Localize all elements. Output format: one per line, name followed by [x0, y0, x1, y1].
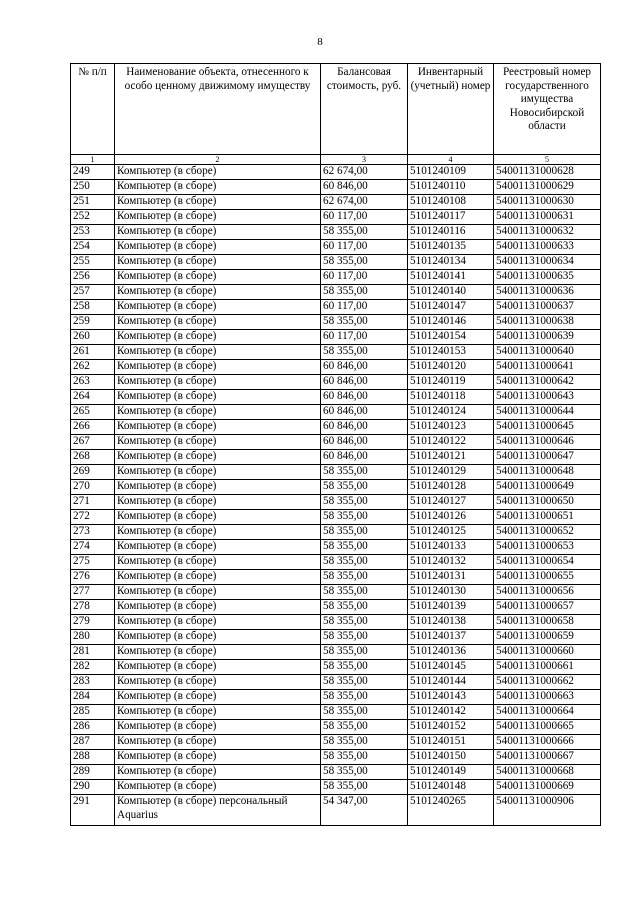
row-number-cell: 267: [71, 435, 115, 450]
registry-number-cell: 54001131000651: [494, 510, 601, 525]
table-row: [71, 360, 601, 375]
object-name-cell: Компьютер (в сборе): [115, 285, 321, 300]
row-number-cell: 290: [71, 780, 115, 795]
table-row: [71, 285, 601, 300]
balance-cost-cell: 58 355,00: [321, 660, 408, 675]
balance-cost-cell: 58 355,00: [321, 255, 408, 270]
object-name-cell: Компьютер (в сборе): [115, 510, 321, 525]
inventory-number-cell: 5101240121: [408, 450, 494, 465]
table-row: [71, 615, 601, 630]
registry-number-cell: 54001131000652: [494, 525, 601, 540]
inventory-number-cell: 5101240147: [408, 300, 494, 315]
header-inventory-number: Инвентарный (учетный) номер: [408, 64, 494, 155]
inventory-number-cell: 5101240143: [408, 690, 494, 705]
row-number-cell: 282: [71, 660, 115, 675]
inventory-number-cell: 5101240123: [408, 420, 494, 435]
balance-cost-cell: 60 846,00: [321, 435, 408, 450]
table-row: [71, 210, 601, 225]
inventory-number-cell: 5101240141: [408, 270, 494, 285]
table-row: [71, 600, 601, 615]
registry-number-cell: 54001131000638: [494, 315, 601, 330]
balance-cost-cell: 62 674,00: [321, 195, 408, 210]
object-name-cell: Компьютер (в сборе): [115, 645, 321, 660]
row-number-cell: 286: [71, 720, 115, 735]
balance-cost-cell: 60 846,00: [321, 405, 408, 420]
registry-number-cell: 54001131000662: [494, 675, 601, 690]
balance-cost-cell: 58 355,00: [321, 705, 408, 720]
registry-number-cell: 54001131000632: [494, 225, 601, 240]
registry-number-cell: 54001131000906: [494, 795, 601, 826]
column-number: 4: [408, 155, 494, 165]
object-name-cell: Компьютер (в сборе): [115, 765, 321, 780]
balance-cost-cell: 58 355,00: [321, 315, 408, 330]
table-row: [71, 570, 601, 585]
balance-cost-cell: 60 117,00: [321, 210, 408, 225]
object-name-cell: Компьютер (в сборе): [115, 495, 321, 510]
registry-number-cell: 54001131000644: [494, 405, 601, 420]
row-number-cell: 252: [71, 210, 115, 225]
table-row: [71, 195, 601, 210]
inventory-number-cell: 5101240124: [408, 405, 494, 420]
inventory-number-cell: 5101240125: [408, 525, 494, 540]
inventory-number-cell: 5101240154: [408, 330, 494, 345]
object-name-cell: Компьютер (в сборе): [115, 555, 321, 570]
inventory-number-cell: 5101240153: [408, 345, 494, 360]
header-object-name: Наименование объекта, отнесенного к особо ценному движимому имуществу: [115, 64, 321, 155]
table-row: [71, 540, 601, 555]
inventory-number-cell: 5101240140: [408, 285, 494, 300]
table-row: [71, 705, 601, 720]
registry-number-cell: 54001131000669: [494, 780, 601, 795]
object-name-cell: Компьютер (в сборе): [115, 375, 321, 390]
inventory-number-cell: 5101240138: [408, 615, 494, 630]
inventory-number-cell: 5101240152: [408, 720, 494, 735]
balance-cost-cell: 58 355,00: [321, 555, 408, 570]
table-row: [71, 510, 601, 525]
inventory-number-cell: 5101240108: [408, 195, 494, 210]
registry-number-cell: 54001131000664: [494, 705, 601, 720]
registry-number-cell: 54001131000659: [494, 630, 601, 645]
registry-number-cell: 54001131000656: [494, 585, 601, 600]
inventory-number-cell: 5101240135: [408, 240, 494, 255]
registry-number-cell: 54001131000654: [494, 555, 601, 570]
table-row: [71, 465, 601, 480]
inventory-number-cell: 5101240120: [408, 360, 494, 375]
registry-number-cell: 54001131000667: [494, 750, 601, 765]
row-number-cell: 285: [71, 705, 115, 720]
row-number-cell: 289: [71, 765, 115, 780]
inventory-number-cell: 5101240129: [408, 465, 494, 480]
balance-cost-cell: 62 674,00: [321, 165, 408, 180]
inventory-number-cell: 5101240142: [408, 705, 494, 720]
row-number-cell: 249: [71, 165, 115, 180]
object-name-cell: Компьютер (в сборе): [115, 270, 321, 285]
registry-number-cell: 54001131000663: [494, 690, 601, 705]
object-name-cell: Компьютер (в сборе): [115, 735, 321, 750]
object-name-cell: Компьютер (в сборе): [115, 195, 321, 210]
object-name-cell: Компьютер (в сборе): [115, 360, 321, 375]
object-name-cell: Компьютер (в сборе): [115, 600, 321, 615]
object-name-cell: Компьютер (в сборе): [115, 180, 321, 195]
balance-cost-cell: 58 355,00: [321, 645, 408, 660]
table-row: [71, 420, 601, 435]
object-name-cell: Компьютер (в сборе): [115, 300, 321, 315]
column-number: 1: [71, 155, 115, 165]
balance-cost-cell: 60 117,00: [321, 240, 408, 255]
registry-number-cell: 54001131000668: [494, 765, 601, 780]
object-name-cell: Компьютер (в сборе): [115, 585, 321, 600]
row-number-cell: 256: [71, 270, 115, 285]
object-name-cell: Компьютер (в сборе): [115, 720, 321, 735]
table-row: [71, 300, 601, 315]
table-row: [71, 330, 601, 345]
balance-cost-cell: 60 846,00: [321, 180, 408, 195]
property-registry-table: [70, 63, 601, 826]
balance-cost-cell: 58 355,00: [321, 765, 408, 780]
balance-cost-cell: 58 355,00: [321, 495, 408, 510]
registry-number-cell: 54001131000660: [494, 645, 601, 660]
row-number-cell: 255: [71, 255, 115, 270]
row-number-cell: 284: [71, 690, 115, 705]
table-row: [71, 555, 601, 570]
table-row: [71, 240, 601, 255]
balance-cost-cell: 58 355,00: [321, 285, 408, 300]
object-name-cell: Компьютер (в сборе): [115, 690, 321, 705]
balance-cost-cell: 58 355,00: [321, 780, 408, 795]
row-number-cell: 291: [71, 795, 115, 826]
object-name-cell: Компьютер (в сборе): [115, 615, 321, 630]
balance-cost-cell: 58 355,00: [321, 510, 408, 525]
table-row: [71, 495, 601, 510]
balance-cost-cell: 60 846,00: [321, 450, 408, 465]
inventory-number-cell: 5101240127: [408, 495, 494, 510]
object-name-cell: Компьютер (в сборе): [115, 315, 321, 330]
column-number-row: [71, 155, 601, 165]
balance-cost-cell: 58 355,00: [321, 615, 408, 630]
table-row: [71, 480, 601, 495]
object-name-cell: Компьютер (в сборе): [115, 420, 321, 435]
row-number-cell: 257: [71, 285, 115, 300]
balance-cost-cell: 60 117,00: [321, 300, 408, 315]
inventory-number-cell: 5101240119: [408, 375, 494, 390]
table-row: [71, 270, 601, 285]
row-number-cell: 273: [71, 525, 115, 540]
balance-cost-cell: 58 355,00: [321, 480, 408, 495]
balance-cost-cell: 58 355,00: [321, 735, 408, 750]
registry-number-cell: 54001131000641: [494, 360, 601, 375]
balance-cost-cell: 58 355,00: [321, 750, 408, 765]
registry-number-cell: 54001131000640: [494, 345, 601, 360]
registry-number-cell: 54001131000666: [494, 735, 601, 750]
balance-cost-cell: 54 347,00: [321, 795, 408, 826]
table-row: [71, 735, 601, 750]
registry-number-cell: 54001131000646: [494, 435, 601, 450]
row-number-cell: 278: [71, 600, 115, 615]
table-row: [71, 720, 601, 735]
inventory-number-cell: 5101240130: [408, 585, 494, 600]
table-row: [71, 225, 601, 240]
inventory-number-cell: 5101240133: [408, 540, 494, 555]
balance-cost-cell: 58 355,00: [321, 345, 408, 360]
inventory-number-cell: 5101240137: [408, 630, 494, 645]
registry-number-cell: 54001131000634: [494, 255, 601, 270]
inventory-number-cell: 5101240146: [408, 315, 494, 330]
row-number-cell: 274: [71, 540, 115, 555]
inventory-number-cell: 5101240148: [408, 780, 494, 795]
registry-number-cell: 54001131000648: [494, 465, 601, 480]
registry-number-cell: 54001131000658: [494, 615, 601, 630]
object-name-cell: Компьютер (в сборе): [115, 255, 321, 270]
registry-number-cell: 54001131000657: [494, 600, 601, 615]
inventory-number-cell: 5101240109: [408, 165, 494, 180]
balance-cost-cell: 58 355,00: [321, 675, 408, 690]
row-number-cell: 265: [71, 405, 115, 420]
registry-number-cell: 54001131000655: [494, 570, 601, 585]
inventory-number-cell: 5101240128: [408, 480, 494, 495]
registry-number-cell: 54001131000643: [494, 390, 601, 405]
table-row: [71, 165, 601, 180]
row-number-cell: 269: [71, 465, 115, 480]
object-name-cell: Компьютер (в сборе): [115, 210, 321, 225]
balance-cost-cell: 58 355,00: [321, 465, 408, 480]
registry-number-cell: 54001131000653: [494, 540, 601, 555]
row-number-cell: 250: [71, 180, 115, 195]
inventory-number-cell: 5101240144: [408, 675, 494, 690]
row-number-cell: 266: [71, 420, 115, 435]
inventory-number-cell: 5101240118: [408, 390, 494, 405]
inventory-number-cell: 5101240139: [408, 600, 494, 615]
table-row: [71, 435, 601, 450]
registry-number-cell: 54001131000645: [494, 420, 601, 435]
table-row: [71, 795, 601, 826]
header-balance-cost: Балансовая стоимость, руб.: [321, 64, 408, 155]
registry-number-cell: 54001131000635: [494, 270, 601, 285]
inventory-number-cell: 5101240265: [408, 795, 494, 826]
balance-cost-cell: 60 117,00: [321, 330, 408, 345]
row-number-cell: 275: [71, 555, 115, 570]
inventory-number-cell: 5101240117: [408, 210, 494, 225]
table-row: [71, 750, 601, 765]
header-registry-number: Реестровый номер государственного имущества Новосибирской области: [494, 64, 601, 155]
object-name-cell: Компьютер (в сборе): [115, 465, 321, 480]
object-name-cell: Компьютер (в сборе): [115, 540, 321, 555]
object-name-cell: Компьютер (в сборе): [115, 390, 321, 405]
balance-cost-cell: 60 846,00: [321, 375, 408, 390]
row-number-cell: 253: [71, 225, 115, 240]
row-number-cell: 271: [71, 495, 115, 510]
registry-number-cell: 54001131000639: [494, 330, 601, 345]
balance-cost-cell: 60 846,00: [321, 390, 408, 405]
registry-number-cell: 54001131000649: [494, 480, 601, 495]
registry-number-cell: 54001131000647: [494, 450, 601, 465]
table-row: [71, 660, 601, 675]
object-name-cell: Компьютер (в сборе): [115, 570, 321, 585]
object-name-cell: Компьютер (в сборе): [115, 480, 321, 495]
column-number: 5: [494, 155, 601, 165]
object-name-cell: Компьютер (в сборе): [115, 240, 321, 255]
table-row: [71, 255, 601, 270]
page-number: 8: [317, 36, 323, 48]
balance-cost-cell: 58 355,00: [321, 225, 408, 240]
object-name-cell: Компьютер (в сборе): [115, 675, 321, 690]
object-name-cell: Компьютер (в сборе): [115, 750, 321, 765]
object-name-cell: Компьютер (в сборе): [115, 345, 321, 360]
row-number-cell: 268: [71, 450, 115, 465]
row-number-cell: 260: [71, 330, 115, 345]
object-name-cell: Компьютер (в сборе): [115, 660, 321, 675]
inventory-number-cell: 5101240151: [408, 735, 494, 750]
inventory-number-cell: 5101240145: [408, 660, 494, 675]
balance-cost-cell: 60 846,00: [321, 360, 408, 375]
header-row: [71, 64, 601, 155]
inventory-number-cell: 5101240131: [408, 570, 494, 585]
registry-number-cell: 54001131000636: [494, 285, 601, 300]
row-number-cell: 283: [71, 675, 115, 690]
registry-number-cell: 54001131000637: [494, 300, 601, 315]
row-number-cell: 280: [71, 630, 115, 645]
inventory-number-cell: 5101240149: [408, 765, 494, 780]
balance-cost-cell: 60 846,00: [321, 420, 408, 435]
table-row: [71, 525, 601, 540]
balance-cost-cell: 58 355,00: [321, 585, 408, 600]
row-number-cell: 281: [71, 645, 115, 660]
table-body: [71, 155, 601, 826]
registry-number-cell: 54001131000628: [494, 165, 601, 180]
balance-cost-cell: 58 355,00: [321, 720, 408, 735]
inventory-number-cell: 5101240116: [408, 225, 494, 240]
object-name-cell: Компьютер (в сборе): [115, 525, 321, 540]
inventory-number-cell: 5101240110: [408, 180, 494, 195]
row-number-cell: 258: [71, 300, 115, 315]
inventory-number-cell: 5101240126: [408, 510, 494, 525]
row-number-cell: 259: [71, 315, 115, 330]
registry-number-cell: 54001131000630: [494, 195, 601, 210]
table-row: [71, 690, 601, 705]
object-name-cell: Компьютер (в сборе) персональный Aquarius: [115, 795, 321, 826]
column-number: 2: [115, 155, 321, 165]
row-number-cell: 276: [71, 570, 115, 585]
table-row: [71, 630, 601, 645]
balance-cost-cell: 58 355,00: [321, 690, 408, 705]
row-number-cell: 254: [71, 240, 115, 255]
balance-cost-cell: 58 355,00: [321, 525, 408, 540]
row-number-cell: 272: [71, 510, 115, 525]
table-row: [71, 765, 601, 780]
registry-number-cell: 54001131000631: [494, 210, 601, 225]
table-row: [71, 585, 601, 600]
table-row: [71, 390, 601, 405]
object-name-cell: Компьютер (в сборе): [115, 780, 321, 795]
balance-cost-cell: 58 355,00: [321, 540, 408, 555]
row-number-cell: 251: [71, 195, 115, 210]
balance-cost-cell: 58 355,00: [321, 600, 408, 615]
registry-number-cell: 54001131000665: [494, 720, 601, 735]
row-number-cell: 261: [71, 345, 115, 360]
inventory-number-cell: 5101240132: [408, 555, 494, 570]
row-number-cell: 287: [71, 735, 115, 750]
inventory-number-cell: 5101240134: [408, 255, 494, 270]
header-row-number: № п/п: [71, 64, 115, 155]
row-number-cell: 262: [71, 360, 115, 375]
table-row: [71, 645, 601, 660]
table-row: [71, 375, 601, 390]
balance-cost-cell: 58 355,00: [321, 570, 408, 585]
column-number: 3: [321, 155, 408, 165]
registry-number-cell: 54001131000642: [494, 375, 601, 390]
registry-number-cell: 54001131000633: [494, 240, 601, 255]
object-name-cell: Компьютер (в сборе): [115, 165, 321, 180]
object-name-cell: Компьютер (в сборе): [115, 435, 321, 450]
registry-number-cell: 54001131000650: [494, 495, 601, 510]
object-name-cell: Компьютер (в сборе): [115, 225, 321, 240]
table-row: [71, 450, 601, 465]
inventory-number-cell: 5101240150: [408, 750, 494, 765]
table-row: [71, 780, 601, 795]
table-row: [71, 315, 601, 330]
row-number-cell: 288: [71, 750, 115, 765]
row-number-cell: 270: [71, 480, 115, 495]
table-row: [71, 180, 601, 195]
row-number-cell: 264: [71, 390, 115, 405]
row-number-cell: 279: [71, 615, 115, 630]
table-row: [71, 675, 601, 690]
row-number-cell: 277: [71, 585, 115, 600]
registry-number-cell: 54001131000661: [494, 660, 601, 675]
balance-cost-cell: 60 117,00: [321, 270, 408, 285]
inventory-number-cell: 5101240136: [408, 645, 494, 660]
table-row: [71, 345, 601, 360]
object-name-cell: Компьютер (в сборе): [115, 330, 321, 345]
object-name-cell: Компьютер (в сборе): [115, 450, 321, 465]
table-row: [71, 405, 601, 420]
object-name-cell: Компьютер (в сборе): [115, 705, 321, 720]
object-name-cell: Компьютер (в сборе): [115, 630, 321, 645]
balance-cost-cell: 58 355,00: [321, 630, 408, 645]
inventory-number-cell: 5101240122: [408, 435, 494, 450]
object-name-cell: Компьютер (в сборе): [115, 405, 321, 420]
row-number-cell: 263: [71, 375, 115, 390]
registry-number-cell: 54001131000629: [494, 180, 601, 195]
